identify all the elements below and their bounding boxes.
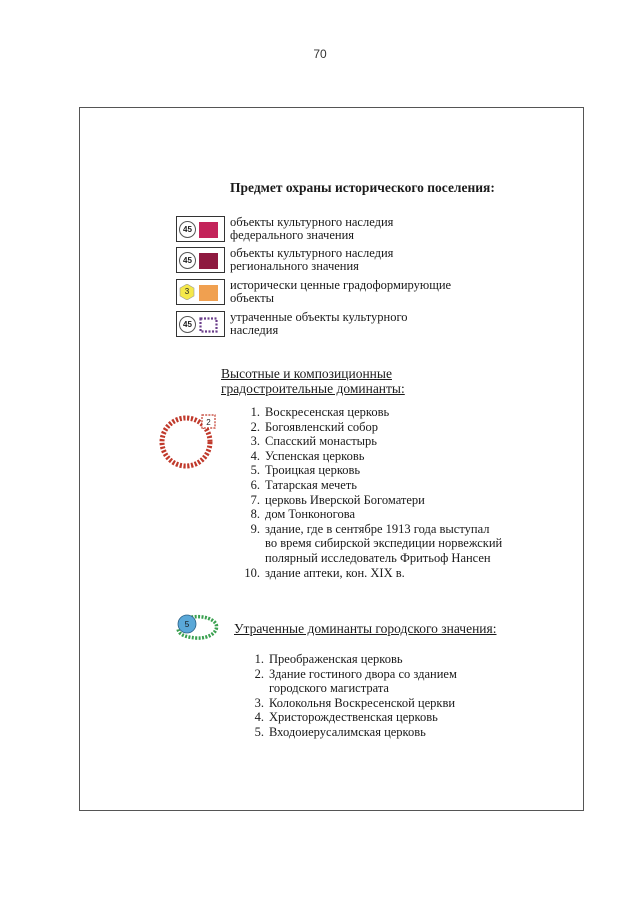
lost-heritage-dashed-square-icon: [199, 317, 218, 333]
legend-label-line1: исторически ценные градоформирующие: [230, 278, 452, 292]
legend-label-line2: наследия: [230, 323, 279, 337]
legend-symbol-regional: [176, 247, 225, 273]
legend-symbol-historic: [176, 279, 225, 305]
regional-heritage-swatch: [199, 253, 218, 269]
dominant-circle-marker-icon: [158, 409, 224, 471]
page-number: 70: [313, 47, 327, 61]
legend-symbol-lost: [176, 311, 225, 337]
legend-symbol-federal: [176, 216, 225, 242]
hexagon-badge-icon: [179, 284, 195, 300]
dominant-marker-number: 2: [206, 418, 211, 427]
lost-dominant-marker-icon: [172, 612, 222, 642]
number-badge-icon: 45: [179, 252, 196, 269]
protection-heading: Предмет охраны исторического поселения:: [230, 180, 495, 195]
historic-object-swatch: [199, 285, 218, 301]
dominants-title-line1: Высотные и композиционные: [221, 366, 392, 381]
hexagon-badge-number: 3: [184, 287, 190, 296]
dominants-title: [221, 366, 405, 396]
legend-label-line2: федерального значения: [230, 228, 355, 242]
legend-label-line1: утраченные объекты культурного: [230, 310, 408, 324]
legend-label-line2: объекты: [230, 291, 275, 305]
federal-heritage-swatch: [199, 222, 218, 238]
lost-marker-number: 5: [184, 620, 190, 629]
number-badge-icon: 45: [179, 221, 196, 238]
legend-label-line1: объекты культурного наследия: [230, 215, 394, 229]
lost-dominants-title: Утраченные доминанты городского значения:: [234, 621, 497, 636]
number-badge-icon: 45: [179, 316, 196, 333]
legend-label-line2: регионального значения: [230, 259, 359, 273]
dominants-title-line2: градостроительные доминанты:: [221, 381, 405, 396]
legend-label-line1: объекты культурного наследия: [230, 246, 394, 260]
